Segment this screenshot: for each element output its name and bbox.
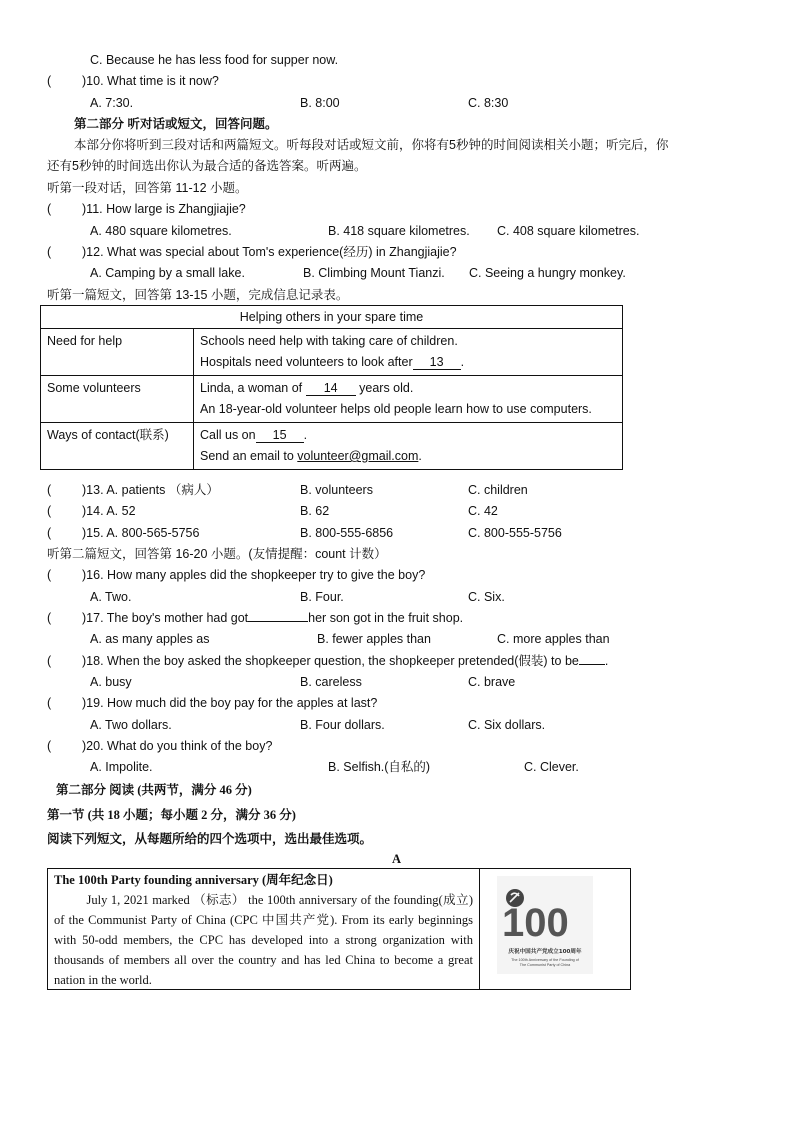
q16-paren: (	[47, 568, 52, 582]
q18-option-a: A. busy	[90, 675, 132, 689]
q17-blank[interactable]	[248, 621, 308, 622]
q11-option-c: C. 408 square kilometres.	[497, 224, 640, 238]
passage-a-body: July 1, 2021 marked （标志） the 100th anniversary of the founding(成立) of the Communist Party of China (CPC 中国共产党). From its early beginnings with 50-odd members, the CPC has developed into a strong organization with thousands of members all over the country and has led China to become a great nation in the world.	[54, 893, 473, 987]
passage-a-text	[48, 869, 480, 989]
logo-caption-cn: 庆祝中国共产党成立100周年	[508, 949, 582, 955]
q10-option-b: B. 8:00	[300, 96, 340, 110]
q12-stem: )12. What was special about Tom's experience(经历) in Zhangjiajie?	[82, 245, 457, 259]
dialog1-instruction: 听第一段对话，回答第 11-12 小题。	[47, 181, 248, 195]
q19-paren: (	[47, 696, 52, 710]
row-contact-label: Ways of contact(联系)	[41, 423, 194, 470]
part2-title: 第二部分 听对话或短文，回答问题。	[74, 117, 278, 131]
q17-option-b: B. fewer apples than	[317, 632, 431, 646]
q11-stem: )11. How large is Zhangjiajie?	[82, 202, 246, 216]
q18-option-b: B. careless	[300, 675, 362, 689]
q16-stem: )16. How many apples did the shopkeeper try to give the boy?	[82, 568, 426, 582]
row-contact-content: Call us on 15 . Send an email to volunteer@gmail.com.	[194, 423, 623, 470]
q11-paren: (	[47, 202, 52, 216]
passage-a-box	[47, 868, 631, 990]
q13-stem: )13. A. patients （病人）	[82, 483, 219, 497]
q16-option-b: B. Four.	[300, 590, 344, 604]
centenary-logo-icon	[497, 876, 593, 974]
q11-option-a: A. 480 square kilometres.	[90, 224, 232, 238]
q19-option-b: B. Four dollars.	[300, 718, 385, 732]
q20-stem: )20. What do you think of the boy?	[82, 739, 273, 753]
passage1-instruction: 听第一篇短文，回答第 13-15 小题，完成信息记录表。	[47, 288, 349, 302]
q10-stem: )10. What time is it now?	[82, 74, 219, 88]
q20-option-c: C. Clever.	[524, 760, 579, 774]
passage2-instruction: 听第二篇短文，回答第 16-20 小题。(友情提醒：count 计数）	[47, 547, 387, 561]
q13-paren: (	[47, 483, 52, 497]
table-title: Helping others in your spare time	[41, 306, 623, 329]
q17-paren: (	[47, 611, 52, 625]
row-need-label: Need for help	[41, 329, 194, 376]
q15-stem: )15. A. 800-565-5756	[82, 526, 200, 540]
q18-option-c: C. brave	[468, 675, 516, 689]
q18-stem: )18. When the boy asked the shopkeeper question, the shopkeeper pretended(假装) to be .	[82, 654, 609, 668]
q17-option-c: C. more apples than	[497, 632, 610, 646]
q16-option-c: C. Six.	[468, 590, 505, 604]
part2-intro-line2: 还有5秒钟的时间选出你认为最合适的备选答案。听两遍。	[47, 159, 367, 173]
q13-option-b: B. volunteers	[300, 483, 373, 497]
q12-paren: (	[47, 245, 52, 259]
q15-option-b: B. 800-555-6856	[300, 526, 394, 540]
row-need-content: Schools need help with taking care of children. Hospitals need volunteers to look after 13 .	[194, 329, 623, 376]
q16-option-a: A. Two.	[90, 590, 132, 604]
info-record-table	[40, 305, 623, 470]
reading-title: 第二部分 阅读 (共两节，满分 46 分)	[56, 783, 252, 797]
blank-14[interactable]: 14	[306, 381, 356, 396]
q9-option-c: C. Because he has less food for supper now.	[90, 53, 339, 67]
q19-option-c: C. Six dollars.	[468, 718, 546, 732]
blank-15[interactable]: 15	[256, 428, 304, 443]
centenary-logo-image	[497, 876, 593, 974]
reading-instruction: 阅读下列短文，从每题所给的四个选项中，选出最佳选项。	[47, 832, 373, 846]
blank-13[interactable]: 13	[413, 355, 461, 370]
q20-paren: (	[47, 739, 52, 753]
contact-email: volunteer@gmail.com	[297, 449, 419, 463]
q20-option-a: A. Impolite.	[90, 760, 153, 774]
passage-letter: A	[392, 852, 402, 866]
q17-option-a: A. as many apples as	[90, 632, 210, 646]
q10-option-c: C. 8:30	[468, 96, 509, 110]
q14-option-b: B. 62	[300, 504, 330, 518]
q14-stem: )14. A. 52	[82, 504, 136, 518]
logo-caption-en1: The 100th Anniversary of the Founding of	[511, 958, 579, 962]
q12-option-a: A. Camping by a small lake.	[90, 266, 245, 280]
q17-stem: )17. The boy's mother had got her son got in the fruit shop.	[82, 611, 464, 625]
q10-paren: (	[47, 74, 52, 88]
q15-option-c: C. 800-555-5756	[468, 526, 562, 540]
reading-section: 第一节 (共 18 小题；每小题 2 分，满分 36 分)	[47, 808, 296, 822]
q18-paren: (	[47, 654, 52, 668]
q14-option-c: C. 42	[468, 504, 498, 518]
logo-number: 100	[502, 901, 569, 945]
part2-intro-line1: 本部分你将听到三段对话和两篇短文。听每段对话或短文前，你将有5秒钟的时间阅读相关小题；听完后，你	[74, 138, 669, 152]
q15-paren: (	[47, 526, 52, 540]
q12-option-b: B. Climbing Mount Tianzi.	[303, 266, 445, 280]
q14-paren: (	[47, 504, 52, 518]
q13-option-c: C. children	[468, 483, 528, 497]
q11-option-b: B. 418 square kilometres.	[328, 224, 470, 238]
q19-option-a: A. Two dollars.	[90, 718, 172, 732]
q20-option-b: B. Selfish.(自私的)	[328, 760, 431, 774]
passage-a-heading: The 100th Party founding anniversary (周年纪念日)	[54, 873, 333, 887]
row-volunteers-content: Linda, a woman of 14 years old. An 18-year-old volunteer helps old people learn how to use computers.	[194, 376, 623, 423]
q10-option-a: A. 7:30.	[90, 96, 134, 110]
q19-stem: )19. How much did the boy pay for the apples at last?	[82, 696, 378, 710]
logo-caption-en2: The Communist Party of China	[519, 963, 571, 967]
q12-option-c: C. Seeing a hungry monkey.	[469, 266, 626, 280]
row-volunteers-label: Some volunteers	[41, 376, 194, 423]
q18-blank[interactable]	[579, 664, 605, 665]
